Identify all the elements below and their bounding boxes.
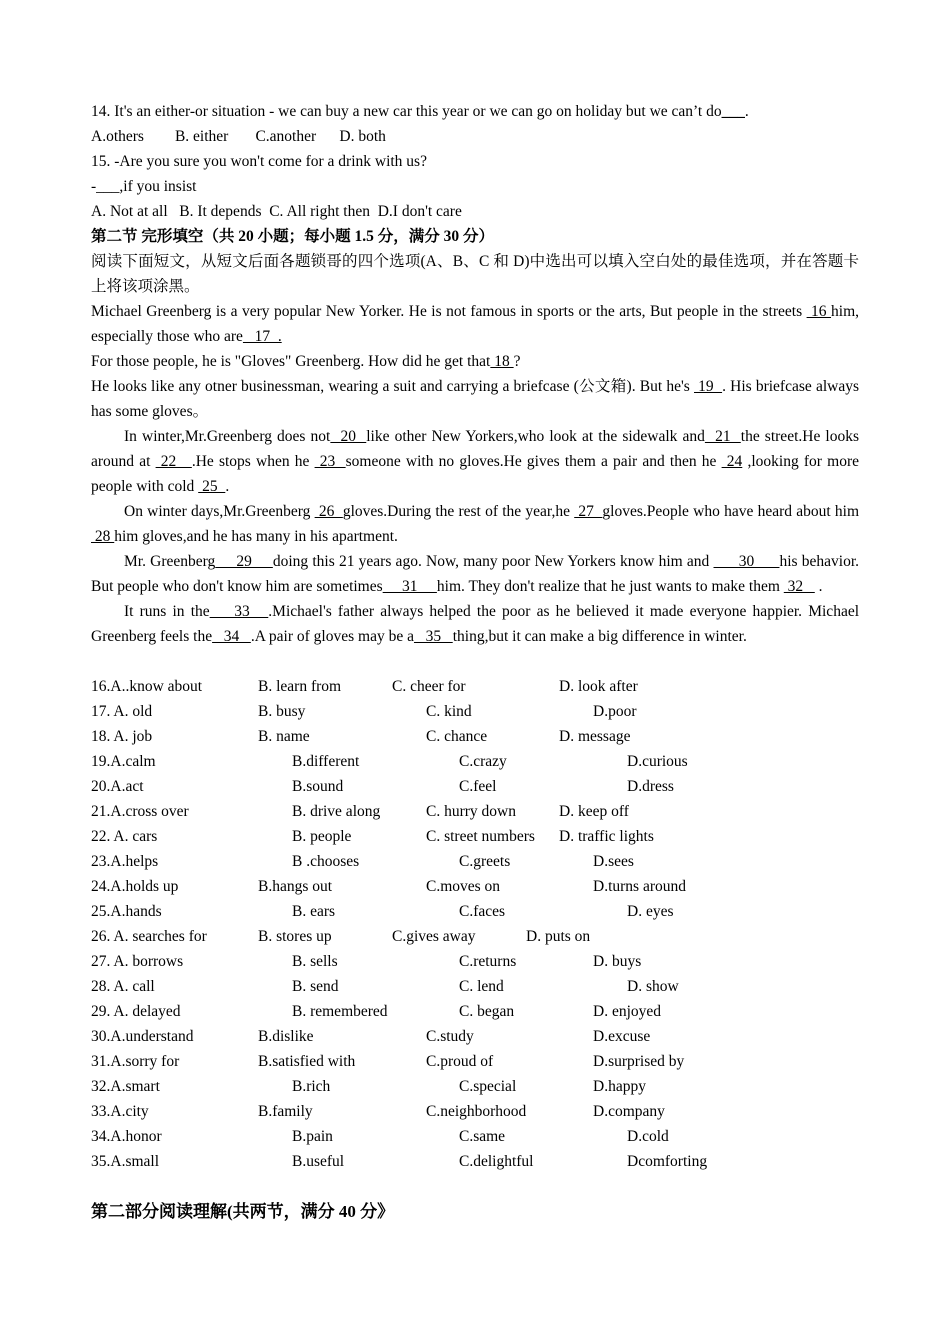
option-row-19 xyxy=(91,749,859,774)
blank-30: 30 xyxy=(713,553,780,570)
blank-32: 32 xyxy=(783,578,815,595)
option-row-22 xyxy=(91,824,859,849)
option-b: B.rich xyxy=(292,1078,331,1095)
blank-34: 34 xyxy=(212,628,251,645)
blank-27: 27 xyxy=(574,503,603,520)
option-d: D.surprised by xyxy=(593,1053,685,1070)
option-b: B.pain xyxy=(292,1128,333,1145)
option-c: C. chance xyxy=(426,728,488,745)
option-d: D. eyes xyxy=(627,903,674,920)
option-c: C. hurry down xyxy=(426,803,516,820)
option-b: B.dislike xyxy=(258,1028,314,1045)
passage-paragraph-3: He looks like any otner businessman, wearing a suit and carrying a briefcase (公文箱). But he's 19 . His briefcase always has some gloves。 xyxy=(91,378,859,420)
option-a: 16.A..know about xyxy=(91,678,203,695)
option-c: C. kind xyxy=(426,703,472,720)
option-c: C.moves on xyxy=(426,878,501,895)
option-c: C. cheer for xyxy=(392,678,466,695)
question-15-reply: -___,if you insist xyxy=(91,178,197,195)
option-c: C.special xyxy=(459,1078,517,1095)
option-row-16 xyxy=(91,674,859,699)
passage-paragraph-6: Mr. Greenberg 29 doing this 21 years ago. Now, many poor New Yorkers know him and 30 his behavior. But people who don't know him are sometimes 31 him. They don't realize that he just wants to make them 32 . xyxy=(91,553,860,595)
option-c: C.greets xyxy=(459,853,511,870)
option-row-31 xyxy=(91,1049,859,1074)
option-a: 21.A.cross over xyxy=(91,803,189,820)
option-d: D.excuse xyxy=(593,1028,651,1045)
option-b: B. learn from xyxy=(258,678,342,695)
option-c: C.feel xyxy=(459,778,497,795)
option-b: B. people xyxy=(292,828,352,845)
option-a: 22. A. cars xyxy=(91,828,158,845)
blank-20: 20 xyxy=(330,428,367,445)
blank-17: 17 . xyxy=(242,328,282,345)
option-d: D. traffic lights xyxy=(559,828,654,845)
option-row-20 xyxy=(91,774,859,799)
option-a: 31.A.sorry for xyxy=(91,1053,180,1070)
blank-23: 23 xyxy=(314,453,346,470)
option-a: 28. A. call xyxy=(91,978,155,995)
option-row-30 xyxy=(91,1024,859,1049)
option-a: 20.A.act xyxy=(91,778,144,795)
option-row-34 xyxy=(91,1124,859,1149)
passage-paragraph-5: On winter days,Mr.Greenberg 26 gloves.During the rest of the year,he 27 gloves.People who have heard about him 28 him gloves,and he has many in his apartment. xyxy=(91,503,860,545)
option-c: C.gives away xyxy=(392,928,476,945)
option-c: C.neighborhood xyxy=(426,1103,527,1120)
option-a: 29. A. delayed xyxy=(91,1003,181,1020)
question-15-stem: 15. -Are you sure you won't come for a drink with us? xyxy=(91,153,427,170)
option-b: B.hangs out xyxy=(258,878,333,895)
passage-paragraph-2: For those people, he is "Gloves" Greenberg. How did he get that 18 ? xyxy=(91,353,521,370)
q14-blank: ___ xyxy=(721,103,745,120)
option-a: 18. A. job xyxy=(91,728,153,745)
exam-page xyxy=(91,99,859,1224)
spacer xyxy=(91,1174,859,1199)
blank-21: 21 xyxy=(704,428,741,445)
option-b: B. busy xyxy=(258,703,306,720)
blank-35: 35 xyxy=(413,628,453,645)
option-b: B. sells xyxy=(292,953,338,970)
option-row-26 xyxy=(91,924,859,949)
option-d: D. keep off xyxy=(559,803,629,820)
option-c: C.delightful xyxy=(459,1153,534,1170)
option-d: D.happy xyxy=(593,1078,646,1095)
option-row-18 xyxy=(91,724,859,749)
option-b: B.sound xyxy=(292,778,344,795)
option-b: B. drive along xyxy=(292,803,381,820)
option-a: 25.A.hands xyxy=(91,903,162,920)
option-a: 34.A.honor xyxy=(91,1128,162,1145)
option-b: B. stores up xyxy=(258,928,332,945)
option-d: D.turns around xyxy=(593,878,686,895)
option-a: 19.A.calm xyxy=(91,753,156,770)
option-a: 23.A.helps xyxy=(91,853,159,870)
option-d: D.company xyxy=(593,1103,665,1120)
option-b: B. send xyxy=(292,978,339,995)
option-c: C.faces xyxy=(459,903,506,920)
option-row-35 xyxy=(91,1149,859,1174)
option-d: D.cold xyxy=(627,1128,669,1145)
option-c: C. street numbers xyxy=(426,828,535,845)
option-a: 24.A.holds up xyxy=(91,878,179,895)
option-d: D. puts on xyxy=(526,928,591,945)
blank-25: 25 xyxy=(198,478,226,495)
option-b: B.useful xyxy=(292,1153,345,1170)
option-b: B. name xyxy=(258,728,310,745)
option-d: Dcomforting xyxy=(627,1153,708,1170)
option-row-29 xyxy=(91,999,859,1024)
option-c: C.crazy xyxy=(459,753,507,770)
option-a: 33.A.city xyxy=(91,1103,149,1120)
option-d: D.poor xyxy=(593,703,637,720)
blank-29: 29 xyxy=(215,553,273,570)
option-c: C.returns xyxy=(459,953,517,970)
options-table xyxy=(91,674,859,1174)
blank-26: 26 xyxy=(314,503,343,520)
option-b: B.family xyxy=(258,1103,313,1120)
option-row-27 xyxy=(91,949,859,974)
option-d: D. buys xyxy=(593,953,642,970)
passage-paragraph-1: Michael Greenberg is a very popular New Yorker. He is not famous in sports or the arts, But people in the streets 16 him, especially those who are 17 . xyxy=(91,303,860,345)
option-row-21 xyxy=(91,799,859,824)
option-d: D. look after xyxy=(559,678,638,695)
option-d: D. message xyxy=(559,728,631,745)
blank-31: 31 xyxy=(382,578,437,595)
question-15-options: A. Not at all B. It depends C. All right then D.I don't care xyxy=(91,203,462,220)
option-row-32 xyxy=(91,1074,859,1099)
option-b: B. ears xyxy=(292,903,336,920)
option-b: B.satisfied with xyxy=(258,1053,356,1070)
option-a: 35.A.small xyxy=(91,1153,160,1170)
blank-19: 19 xyxy=(694,378,723,395)
option-row-28 xyxy=(91,974,859,999)
passage-paragraph-4: In winter,Mr.Greenberg does not 20 like other New Yorkers,who look at the sidewalk and 21 the street.He looks around at 22 .He stops when he 23 someone with no gloves.He gives them a pair and then he 24 ,looking for more people with cold 25 . xyxy=(91,428,860,495)
option-c: C. lend xyxy=(459,978,504,995)
question-14-stem xyxy=(91,99,859,124)
option-d: D.curious xyxy=(627,753,688,770)
option-a: 30.A.understand xyxy=(91,1028,194,1045)
section-2-instruction: 阅读下面短文，从短文后面各题锁哥的四个选项(A、B、C 和 D)中选出可以填入空白处的最佳选项，并在答题卡上将该项涂黑。 xyxy=(91,253,859,295)
option-d: D. enjoyed xyxy=(593,1003,662,1020)
blank-28: 28 xyxy=(91,528,115,545)
blank-33: 33 xyxy=(209,603,269,620)
option-row-33 xyxy=(91,1099,859,1124)
q14-text: 14. It's an either-or situation - we can buy a new car this year or we can go on holiday but we can’t do xyxy=(91,103,722,120)
q14-period: . xyxy=(744,103,749,120)
option-b: B. remembered xyxy=(292,1003,388,1020)
option-c: C. began xyxy=(459,1003,515,1020)
blank-18: 18 xyxy=(490,353,514,370)
blank-24: 24 xyxy=(721,453,743,470)
option-d: D.dress xyxy=(627,778,674,795)
option-row-23 xyxy=(91,849,859,874)
part-2-title: 第二部分阅读理解(共两节，满分 40 分》 xyxy=(91,1202,395,1221)
spacer xyxy=(91,649,859,674)
option-c: C.same xyxy=(459,1128,506,1145)
option-row-17 xyxy=(91,699,859,724)
option-a: 27. A. borrows xyxy=(91,953,184,970)
option-c: C.study xyxy=(426,1028,474,1045)
passage-paragraph-7: It runs in the 33 .Michael's father always helped the poor as he believed it made everyone happier. Michael Greenberg feels the 34 .A pair of gloves may be a 35 thing,but it can make a big difference in winter. xyxy=(91,603,860,645)
option-b: B.different xyxy=(292,753,360,770)
option-row-25 xyxy=(91,899,859,924)
blank-22: 22 xyxy=(155,453,192,470)
option-row-24 xyxy=(91,874,859,899)
option-a: 32.A.smart xyxy=(91,1078,160,1095)
option-d: D.sees xyxy=(593,853,634,870)
blank-16: 16 xyxy=(806,303,832,320)
option-a: 26. A. searches for xyxy=(91,928,207,945)
option-b: B .chooses xyxy=(292,853,360,870)
option-d: D. show xyxy=(627,978,679,995)
question-14-options: A.others B. either C.another D. both xyxy=(91,128,386,145)
section-2-title: 第二节 完形填空（共 20 小题；每小题 1.5 分，满分 30 分） xyxy=(91,228,495,245)
option-a: 17. A. old xyxy=(91,703,153,720)
option-c: C.proud of xyxy=(426,1053,494,1070)
